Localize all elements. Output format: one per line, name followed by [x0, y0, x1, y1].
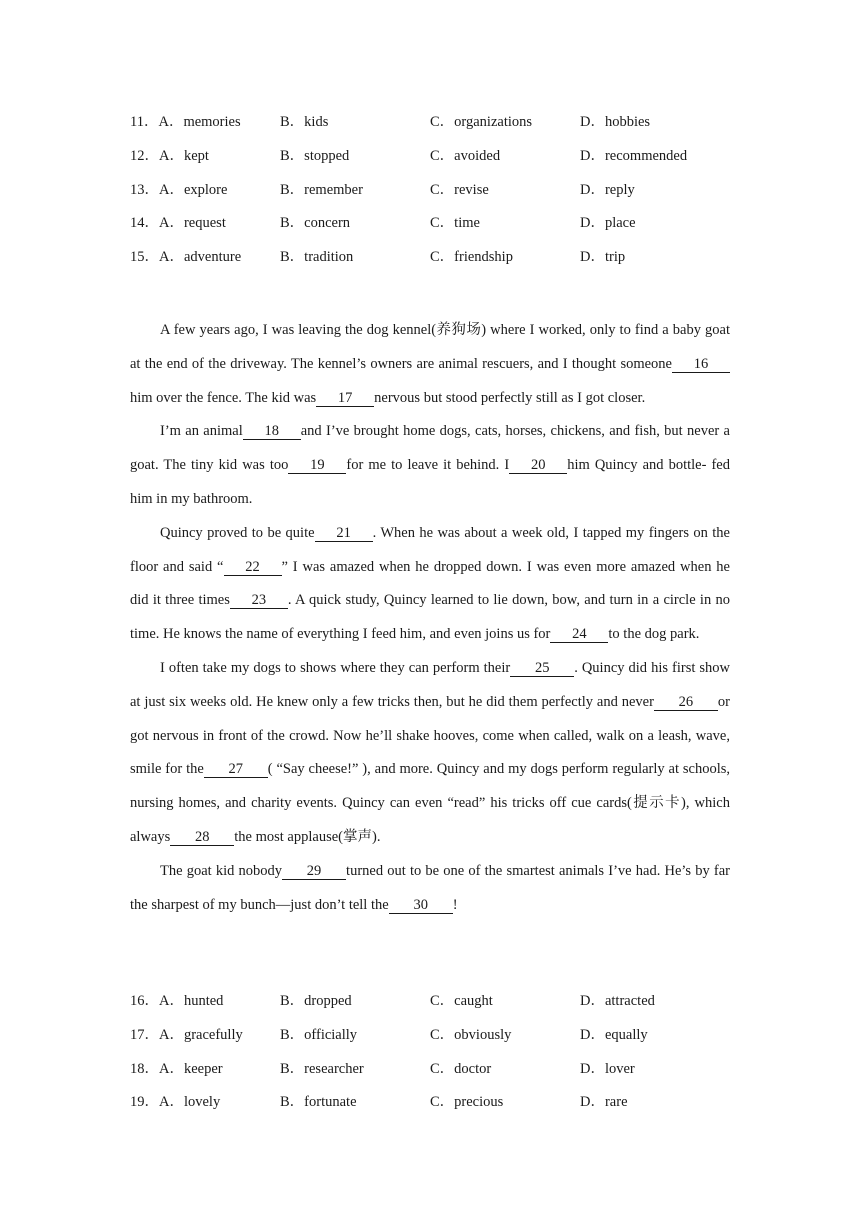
- paragraph-4: I often take my dogs to shows where they can perform their 25 . Quincy did his first show at just six weeks old. He knew only a few tricks then, but he did them perfectly and never 26 or got nervous in front of the crowd. Now he’ll shake hooves, come when called, walk on a leash, wave, smile for the 27 ( “Say cheese!” ), and more. Quincy and my dogs perform regularly at schools, nursing homes, and charity events. Quincy can even “read” his tricks off cue cards(提示卡), which always 28 the most applause(掌声).: [130, 659, 730, 845]
- option-c: C．avoided: [430, 147, 501, 164]
- option-a: 17．A．gracefully: [130, 1026, 243, 1043]
- option-row-11: [130, 113, 750, 147]
- option-d: D．trip: [580, 249, 626, 266]
- option-row-18: [130, 1060, 750, 1094]
- option-a: 15．A．adventure: [130, 249, 242, 266]
- option-d: D．hobbies: [580, 114, 651, 130]
- option-d: D．equally: [580, 1026, 648, 1043]
- blank-30: 30: [389, 897, 453, 914]
- option-a: 16．A．hunted: [130, 993, 224, 1009]
- option-a: 14．A．request: [130, 215, 226, 232]
- option-row-19: [130, 1093, 750, 1127]
- option-c: C．organizations: [430, 114, 533, 130]
- blank-23: 23: [230, 592, 288, 609]
- blank-21: 21: [315, 525, 373, 542]
- option-c: C．friendship: [430, 249, 513, 266]
- option-d: D．place: [580, 215, 636, 232]
- option-d: D．reply: [580, 181, 635, 198]
- blank-29: 29: [282, 863, 346, 880]
- option-row-14: [130, 214, 750, 248]
- blank-27: 27: [204, 761, 268, 778]
- option-c: C．obviously: [430, 1026, 512, 1043]
- paragraph-5: The goat kid nobody 29 turned out to be one of the smartest animals I’ve had. He’s by far the sharpest of my bunch—just don’t tell the 30 !: [130, 862, 730, 913]
- blank-28: 28: [170, 829, 234, 846]
- option-row-16: [130, 992, 750, 1026]
- paragraph-2: I’m an animal 18 and I’ve brought home dogs, cats, horses, chickens, and fish, but never a goat. The tiny kid was too 19 for me to leave it behind. I 20 him Quincy and bottle- fed him in my bathroom.: [130, 423, 730, 507]
- blank-22: 22: [224, 559, 282, 576]
- option-a: 11．A．memories: [130, 114, 241, 130]
- option-b: B．officially: [280, 1026, 358, 1043]
- option-row-15: [130, 248, 750, 282]
- option-c: C．revise: [430, 181, 489, 198]
- paragraph-1: A few years ago, I was leaving the dog kennel(养狗场) where I worked, only to find a baby goat at the end of the driveway. The kennel’s owners are animal rescuers, and I thought someone 16him over the fence. The kid was 17 nervous but stood perfectly still as I got closer.: [130, 322, 730, 406]
- blank-19: 19: [288, 457, 346, 474]
- option-a: 12．A．kept: [130, 147, 209, 164]
- blank-18: 18: [243, 423, 301, 440]
- blank-16: 16: [672, 356, 730, 373]
- blank-17: 17: [316, 390, 374, 407]
- option-c: C．doctor: [430, 1060, 492, 1077]
- option-d: D．lover: [580, 1060, 635, 1077]
- option-c: C．caught: [430, 993, 493, 1009]
- option-c: C．time: [430, 215, 480, 232]
- blank-20: 20: [509, 457, 567, 474]
- option-d: D．attracted: [580, 993, 655, 1009]
- option-row-13: [130, 181, 750, 215]
- option-b: B．fortunate: [280, 1094, 357, 1111]
- option-d: D．recommended: [580, 147, 688, 164]
- blank-24: 24: [550, 626, 608, 643]
- option-a: 18．A．keeper: [130, 1060, 223, 1077]
- options-16-19: [130, 992, 750, 1127]
- option-c: C．precious: [430, 1094, 504, 1111]
- blank-26: 26: [654, 694, 718, 711]
- option-a: 13．A．explore: [130, 181, 228, 198]
- option-d: D．rare: [580, 1094, 628, 1111]
- option-b: B．researcher: [280, 1060, 364, 1077]
- option-b: B．stopped: [280, 147, 350, 164]
- blank-25: 25: [510, 660, 574, 677]
- option-a: 19．A．lovely: [130, 1094, 221, 1111]
- option-row-12: [130, 147, 750, 181]
- option-b: B．remember: [280, 181, 363, 198]
- cloze-passage: [130, 314, 730, 922]
- option-b: B．tradition: [280, 249, 354, 266]
- paragraph-3: Quincy proved to be quite 21 . When he was about a week old, I tapped my fingers on the floor and said “ 22 ” I was amazed when he dropped down. I was even more amazed when he did it three times 23 . A quick study, Quincy learned to lie down, bow, and turn in a circle in no time. He knows the name of everything I feed him, and even joins us for 24 to the dog park.: [130, 524, 731, 643]
- option-b: B．concern: [280, 215, 351, 232]
- option-b: B．kids: [280, 114, 329, 130]
- option-b: B．dropped: [280, 993, 352, 1009]
- options-11-15: [130, 113, 750, 282]
- option-row-17: [130, 1026, 750, 1060]
